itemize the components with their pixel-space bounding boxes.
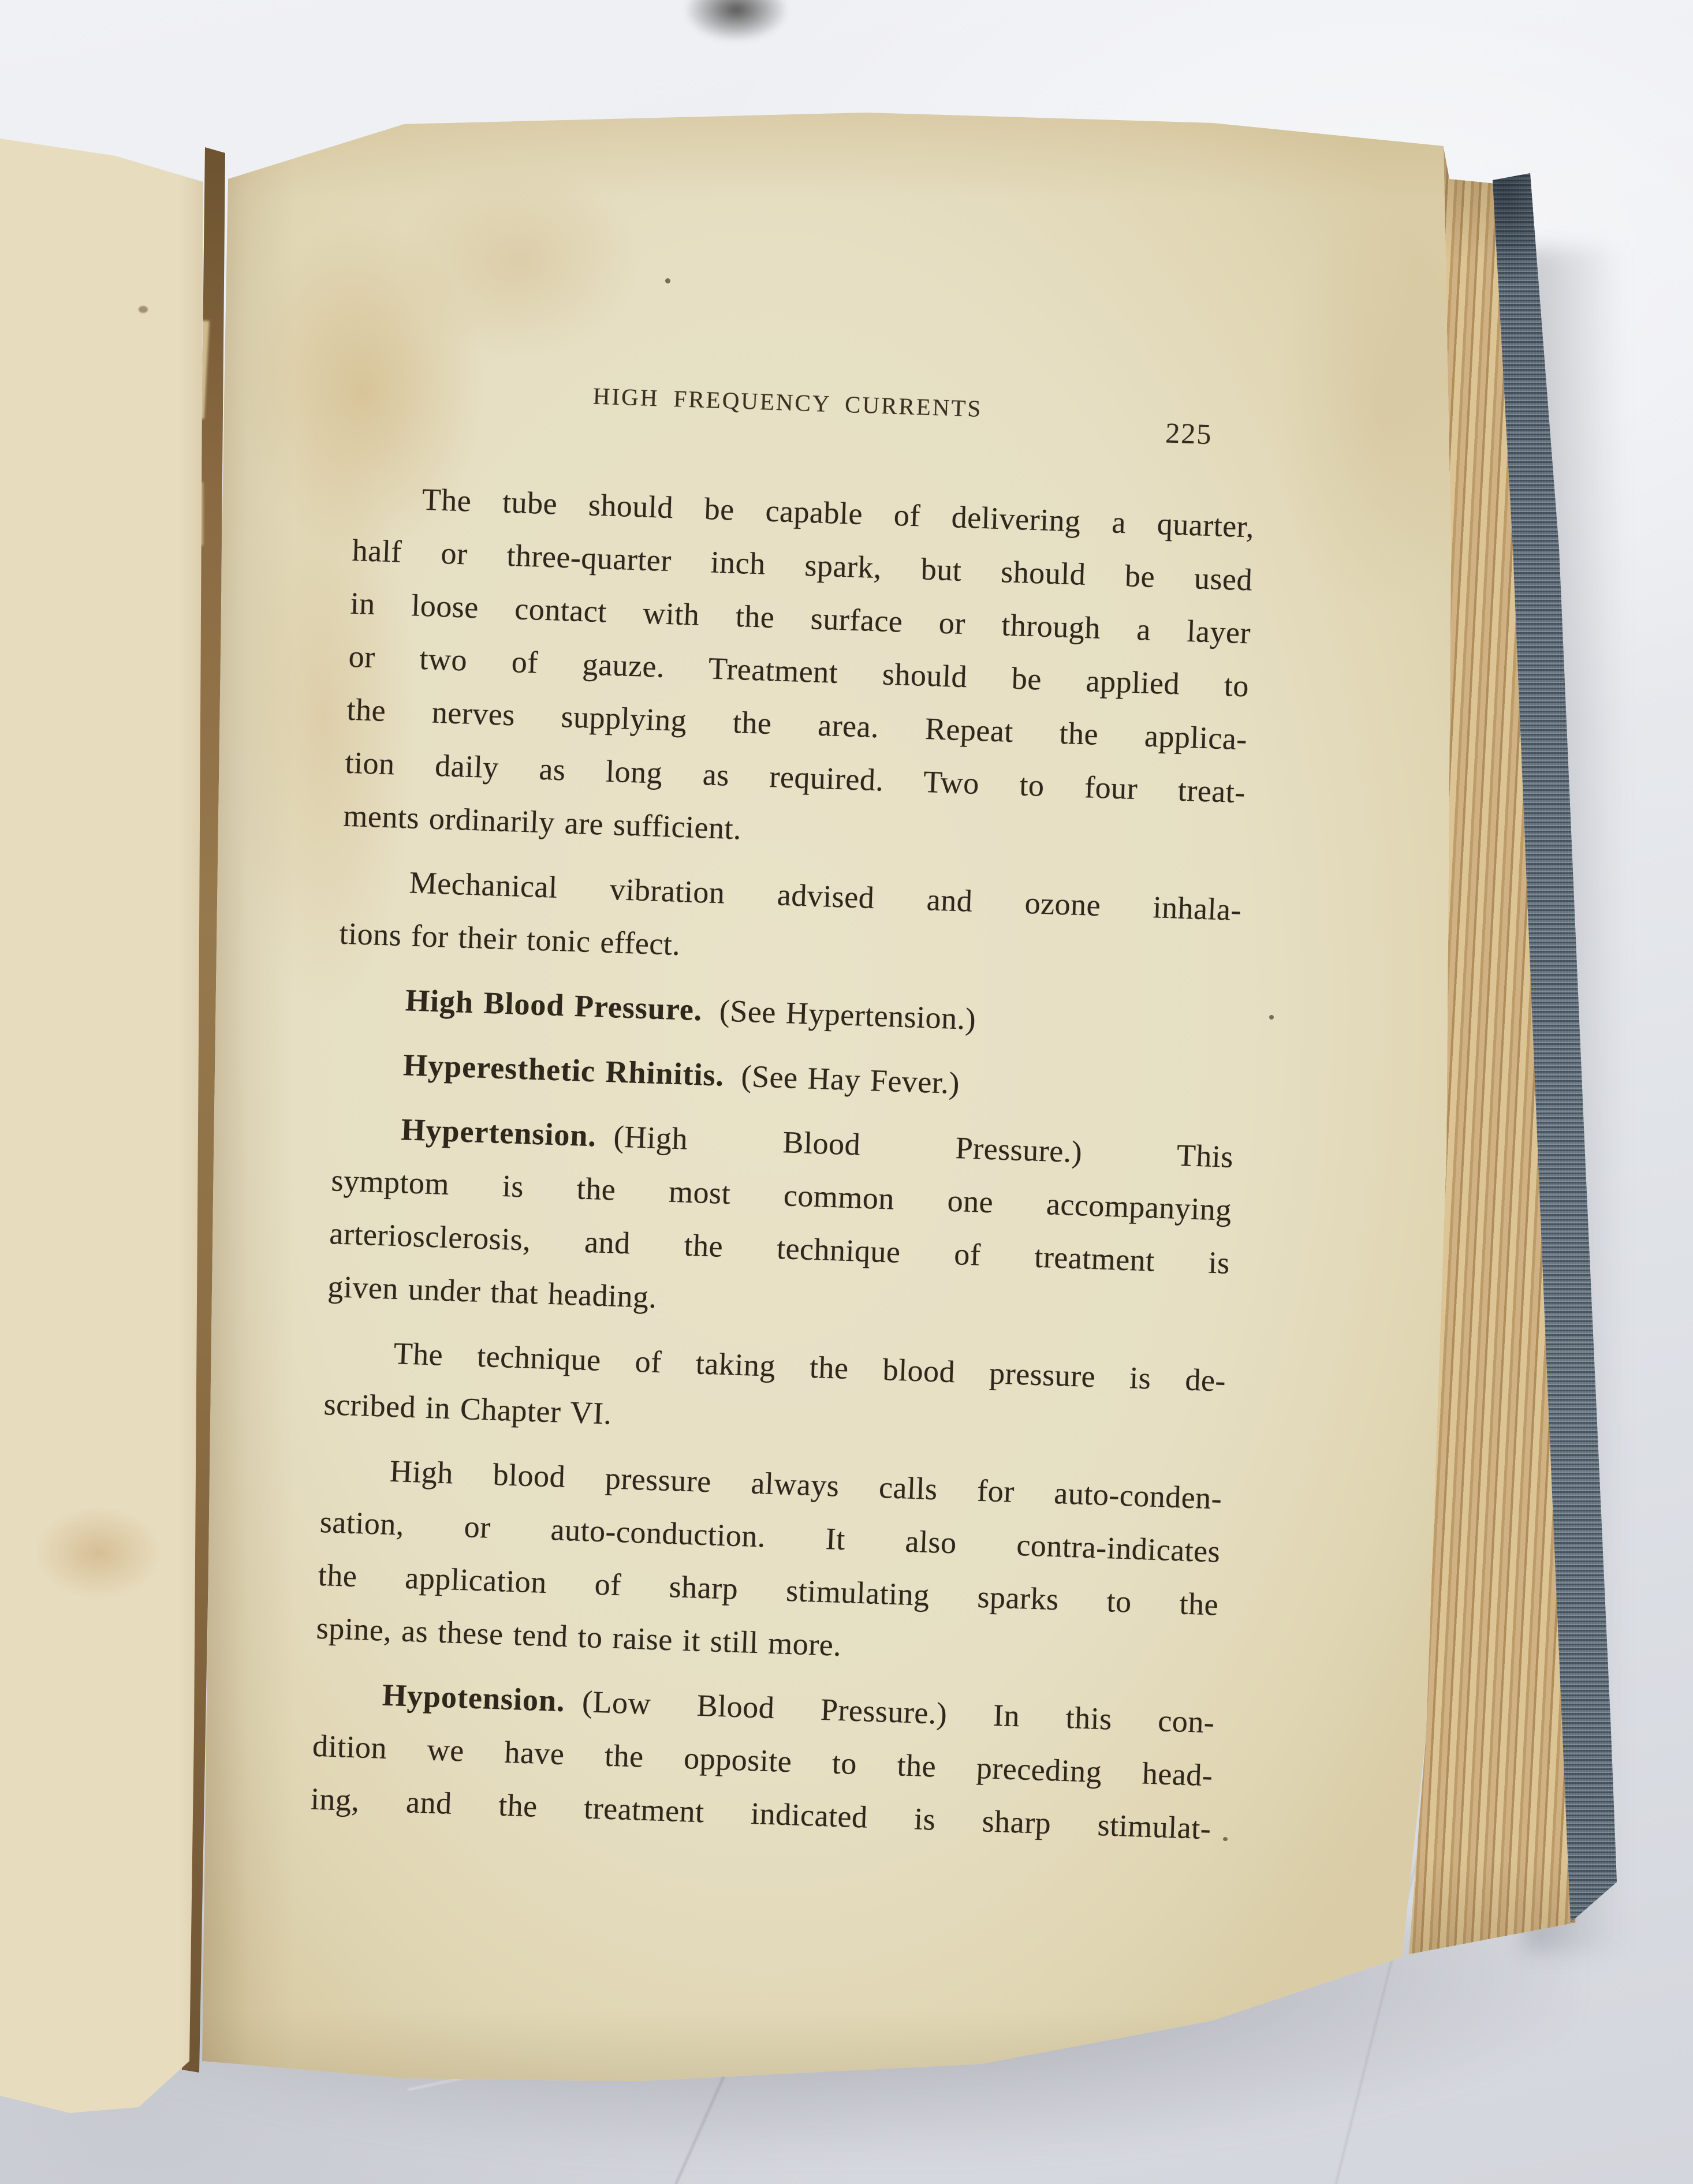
- text-line: symptom is the most common one accompanying: [330, 1163, 1232, 1227]
- text-line: in loose contact with the surface or through a layer: [349, 585, 1251, 651]
- text-line: or two of gauze. Treatment should be applied to: [348, 639, 1250, 704]
- text-line-entry: Hypotension. (Low Blood Pressure.) In this con-: [382, 1677, 1215, 1740]
- text-line: the nerves supplying the area. Repeat the applica-: [346, 692, 1248, 757]
- text-line: half or three-quarter inch spark, but should be used: [351, 532, 1254, 598]
- text-line: tion daily as long as required. Two to four treat-: [344, 745, 1246, 810]
- text-line: arteriosclerosis, and the technique of treatment is: [329, 1216, 1230, 1280]
- text-line: spine, as these tend to raise it still more.: [315, 1610, 842, 1663]
- text-line: scribed in Chapter VI.: [323, 1387, 613, 1431]
- text-line: High blood pressure always calls for auto-conden-: [389, 1453, 1223, 1516]
- text-line: tions for their tonic effect.: [338, 916, 681, 962]
- text-line: sation, or auto-conduction. It also contra-indicates: [319, 1504, 1221, 1569]
- text-line: ing, and the treatment indicated is sharp stimulat-: [310, 1781, 1212, 1846]
- text-line: The technique of taking the blood pressure is de-: [393, 1335, 1227, 1398]
- page-number: 225: [1165, 416, 1213, 451]
- text-line-entry: Hyperesthetic Rhinitis. (See Hay Fever.): [402, 1047, 960, 1101]
- text-line-entry: High Blood Pressure. (See Hypertension.): [405, 983, 977, 1037]
- text-line: Mechanical vibration advised and ozone inhala-: [408, 865, 1243, 928]
- paper-speck: [1223, 1837, 1228, 1841]
- text-line: dition we have the opposite to the preceding head-: [312, 1728, 1214, 1793]
- text-line: ments ordinarily are sufficient.: [342, 798, 743, 846]
- background-smudge: [684, 0, 788, 42]
- paper-speck: [1269, 1015, 1274, 1020]
- text-line-entry: Hypertension. (High Blood Pressure.) This: [400, 1112, 1234, 1174]
- paper-speck: [665, 278, 670, 283]
- body-text: [310, 471, 1255, 1855]
- foxing-spot: [35, 1507, 162, 1599]
- running-header: HIGH FREQUENCY CURRENTS: [592, 382, 983, 422]
- text-line: given under that heading.: [327, 1269, 658, 1315]
- foxing-spot: [139, 306, 148, 313]
- text-line: the application of sharp stimulating sparks to the: [318, 1557, 1220, 1622]
- text-line: The tube should be capable of delivering a quarter,: [421, 481, 1255, 544]
